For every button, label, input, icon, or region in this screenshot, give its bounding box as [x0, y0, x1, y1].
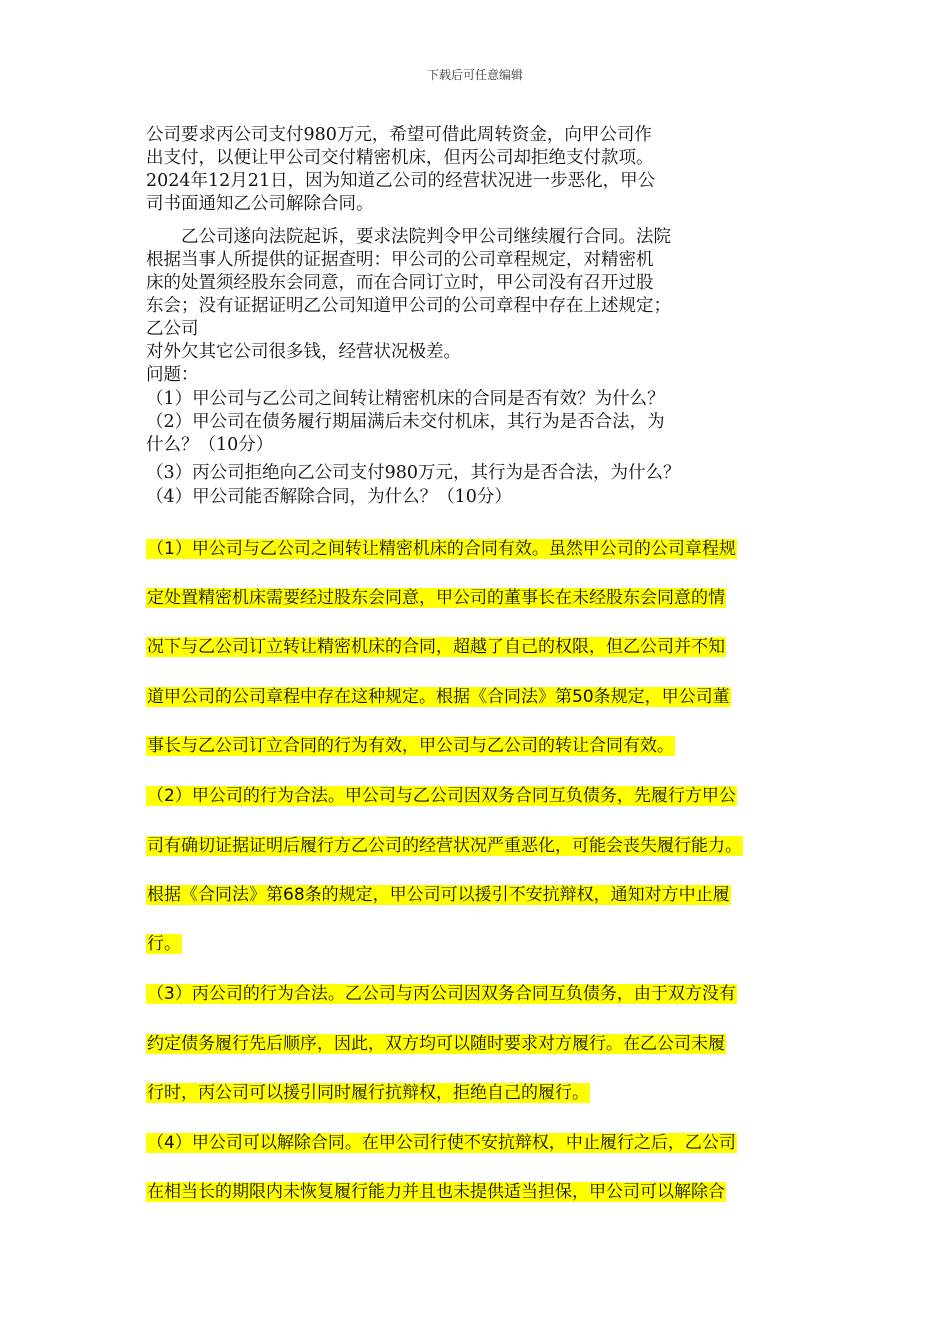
- question-line: 公司要求丙公司支付980万元，希望可借此周转资金，向甲公司作: [146, 125, 652, 145]
- question-line: 根据当事人所提供的证据查明：甲公司的公司章程规定，对精密机: [146, 250, 654, 270]
- highlighted-answer-text: 道甲公司的公司章程中存在这种规定。根据《合同法》第50条规定，甲公司董: [147, 687, 730, 707]
- question-line: 床的处置须经股东会同意，而在合同订立时，甲公司没有召开过股: [146, 273, 654, 293]
- answer-line: [146, 783, 737, 810]
- highlighted-answer-text: （1）甲公司与乙公司之间转让精密机床的合同有效。虽然甲公司的公司章程规: [147, 539, 736, 559]
- highlighted-answer-text: 司有确切证据证明后履行方乙公司的经营状况严重恶化，可能会丧失履行能力。: [147, 836, 742, 856]
- highlighted-answer-text: 定处置精密机床需要经过股东会同意，甲公司的董事长在未经股东会同意的情: [147, 588, 725, 608]
- answer-line: [146, 882, 731, 909]
- question-line: 什么？（10分）: [146, 435, 274, 455]
- highlighted-answer-text: 在相当长的期限内未恢复履行能力并且也未提供适当担保，甲公司可以解除合: [147, 1182, 725, 1202]
- answer-line: [146, 981, 737, 1008]
- highlighted-answer-text: （3）丙公司的行为合法。乙公司与丙公司因双务合同互负债务，由于双方没有: [147, 984, 736, 1004]
- question-line: 乙公司遂向法院起诉，要求法院判令甲公司继续履行合同。法院: [146, 227, 671, 247]
- answer-line: [146, 684, 731, 711]
- page-header: 下载后可任意编辑: [426, 68, 523, 82]
- question-line: 乙公司: [146, 319, 199, 339]
- answer-line: [146, 833, 743, 860]
- question-line: （2）甲公司在债务履行期届满后未交付机床，其行为是否合法，为: [146, 412, 665, 432]
- highlighted-answer-text: 事长与乙公司订立合同的行为有效，甲公司与乙公司的转让合同有效。: [147, 736, 674, 756]
- answer-line: [146, 1031, 726, 1058]
- question-line: 对外欠其它公司很多钱，经营状况极差。: [146, 342, 461, 362]
- highlighted-answer-text: 行。: [147, 934, 181, 954]
- answer-line: [146, 931, 182, 958]
- highlighted-answer-text: 行时，丙公司可以援引同时履行抗辩权，拒绝自己的履行。: [147, 1083, 589, 1103]
- highlighted-answer-text: 况下与乙公司订立转让精密机床的合同，超越了自己的权限，但乙公司并不知: [147, 637, 725, 657]
- question-line: （3）丙公司拒绝向乙公司支付980万元，其行为是否合法，为什么？: [146, 463, 681, 483]
- question-line: 2024年12月21日，因为知道乙公司的经营状况进一步恶化，甲公: [146, 171, 656, 191]
- question-line: （4）甲公司能否解除合同，为什么？（10分）: [146, 487, 512, 507]
- answer-line: [146, 1130, 737, 1157]
- answer-line: [146, 1179, 726, 1206]
- answer-line: [146, 585, 726, 612]
- question-line: 司书面通知乙公司解除合同。: [146, 194, 374, 214]
- answer-line: [146, 733, 675, 760]
- highlighted-answer-text: （4）甲公司可以解除合同。在甲公司行使不安抗辩权，中止履行之后，乙公司: [147, 1133, 736, 1153]
- answer-line: [146, 634, 726, 661]
- question-line: 出支付，以便让甲公司交付精密机床，但丙公司却拒绝支付款项。: [146, 148, 654, 168]
- highlighted-answer-text: 根据《合同法》第68条的规定，甲公司可以援引不安抗辩权，通知对方中止履: [147, 885, 730, 905]
- question-line: 东会；没有证据证明乙公司知道甲公司的公司章程中存在上述规定；: [146, 296, 671, 316]
- highlighted-answer-text: 约定债务履行先后顺序，因此，双方均可以随时要求对方履行。在乙公司未履: [147, 1034, 725, 1054]
- question-line: 问题：: [146, 365, 199, 385]
- answer-line: [146, 536, 737, 563]
- question-line: （1）甲公司与乙公司之间转让精密机床的合同是否有效？为什么？: [146, 389, 665, 409]
- highlighted-answer-text: （2）甲公司的行为合法。甲公司与乙公司因双务合同互负债务，先履行方甲公: [147, 786, 736, 806]
- answer-line: [146, 1080, 590, 1107]
